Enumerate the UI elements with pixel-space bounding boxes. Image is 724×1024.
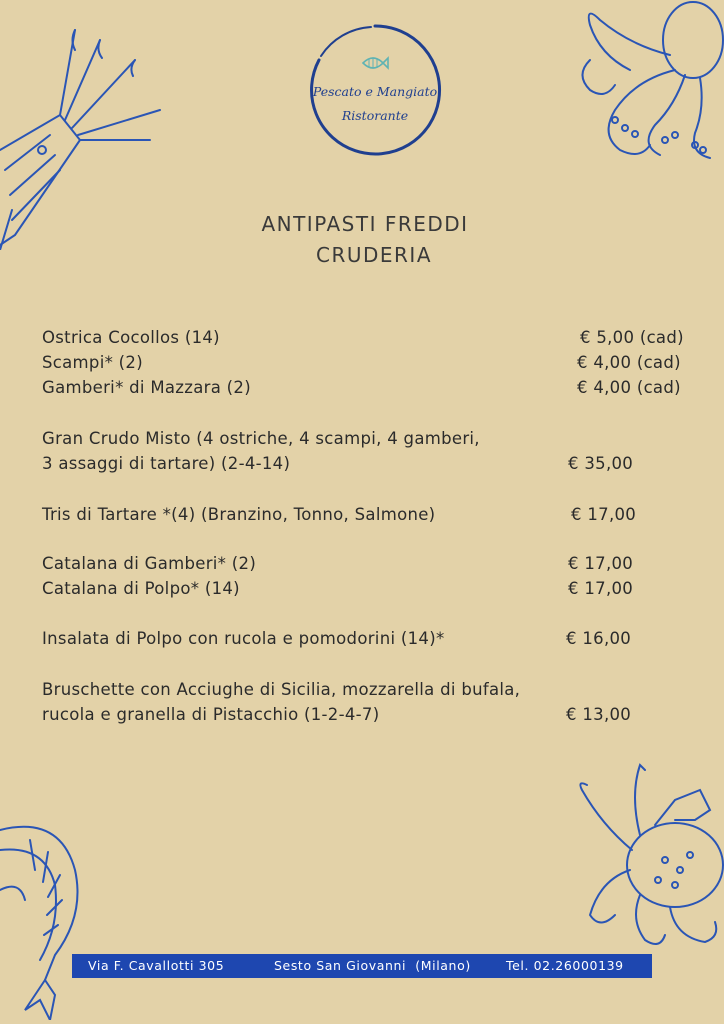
menu-item-name: Ostrica Cocollos (14) (42, 328, 220, 347)
logo-subtitle: Ristorante (341, 108, 409, 123)
section-subtitle: CRUDERIA (315, 243, 432, 267)
menu-item-price: € 13,00 (566, 705, 632, 724)
menu-item-name: Scampi* (2) (42, 353, 143, 372)
fish-icon (361, 54, 389, 72)
menu-item-price: € 17,00 (571, 505, 637, 524)
footer-city: Sesto San Giovanni (Milano) (274, 958, 471, 973)
section-title: ANTIPASTI FREDDI (261, 212, 469, 236)
menu-item-name: Insalata di Polpo con rucola e pomodorini (14)* (42, 629, 445, 648)
menu-item-price: € 5,00 (cad) (580, 328, 684, 347)
menu-item-name: Catalana di Polpo* (14) (42, 579, 240, 598)
menu-item-name: Catalana di Gamberi* (2) (42, 554, 257, 573)
menu-item-name: Gran Crudo Misto (4 ostriche, 4 scampi, 4 gamberi, (42, 429, 480, 448)
menu-item-name: Tris di Tartare *(4) (Branzino, Tonno, Salmone) (42, 505, 436, 524)
octopus-illustration (575, 0, 724, 165)
menu-item-name: Gamberi* di Mazzara (2) (42, 378, 251, 397)
menu-item-price: € 17,00 (568, 554, 634, 573)
shrimp-illustration (0, 820, 90, 1020)
restaurant-logo (305, 22, 445, 162)
menu-item-price: € 17,00 (568, 579, 634, 598)
footer-bar (72, 954, 652, 978)
menu-item-name-cont: rucola e granella di Pistacchio (1-2-4-7) (42, 705, 380, 724)
menu-item-price: € 35,00 (568, 454, 634, 473)
menu-item-price: € 16,00 (566, 629, 632, 648)
crab-illustration (570, 760, 724, 960)
logo-name: Pescato e Mangiato (312, 84, 438, 99)
menu-item-name-cont: 3 assaggi di tartare) (2-4-14) (42, 454, 291, 473)
footer-address: Via F. Cavallotti 305 (88, 958, 225, 973)
menu-item-price: € 4,00 (cad) (577, 353, 681, 372)
menu-item-name: Bruschette con Acciughe di Sicilia, mozzarella di bufala, (42, 680, 521, 699)
footer-phone: Tel. 02.26000139 (506, 958, 624, 973)
menu-item-price: € 4,00 (cad) (577, 378, 681, 397)
